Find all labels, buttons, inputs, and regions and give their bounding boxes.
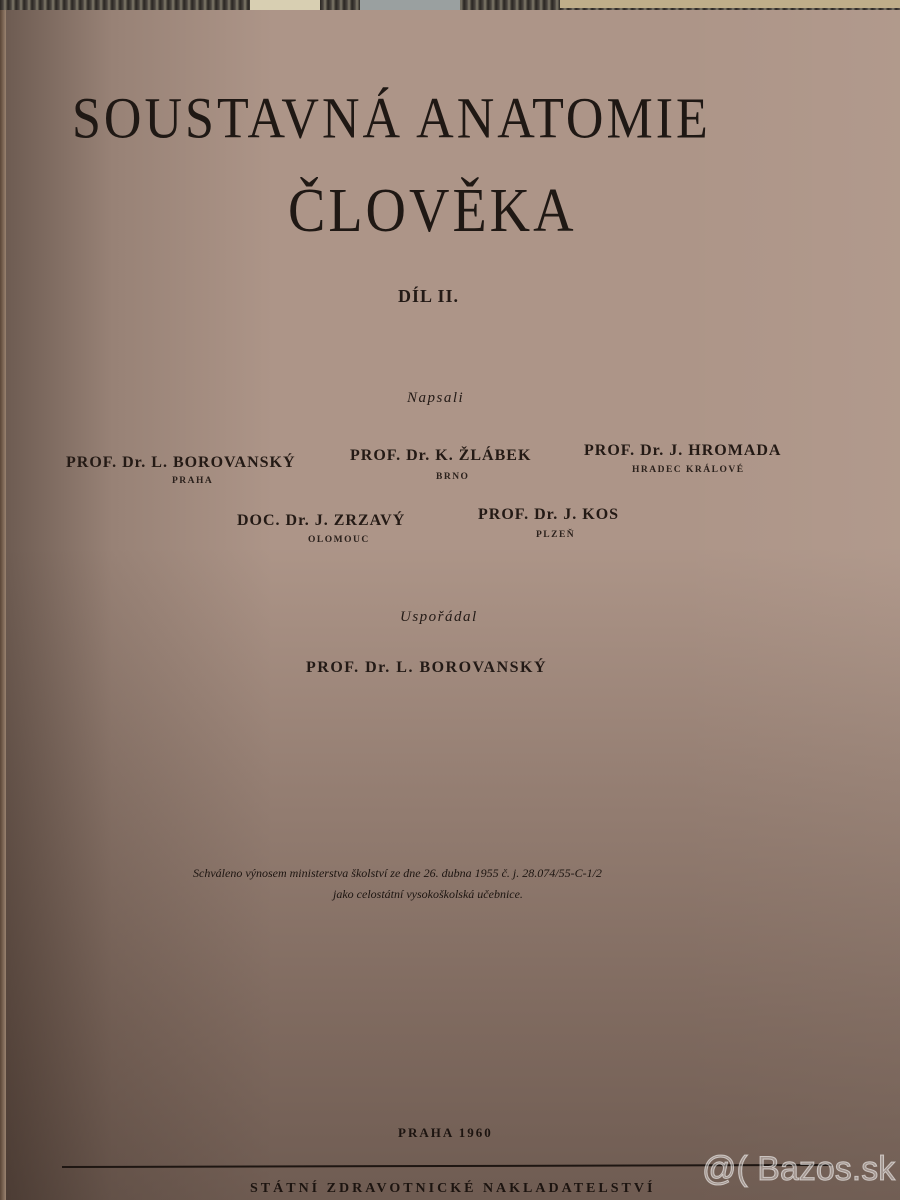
author-name: PROF. Dr. L. BOROVANSKÝ [66,454,296,471]
fabric-highlight [560,0,900,8]
author-city: OLOMOUC [308,535,370,545]
watermark-logo: @( Bazos.sk [702,1150,896,1188]
author-name: PROF. Dr. J. HROMADA [584,442,782,459]
page-spine-edge [0,10,6,1200]
book-title-line-2: ČLOVĚKA [288,176,577,246]
author-name: DOC. Dr. J. ZRZAVÝ [237,512,406,529]
author-city: PLZEŇ [536,530,576,540]
place-and-year: PRAHA 1960 [398,1125,493,1140]
author-city: BRNO [436,472,470,482]
book-title-line-1: SOUSTAVNÁ ANATOMIE [72,87,711,151]
volume-label: DÍL II. [398,286,460,306]
authors-label: Napsali [407,390,465,406]
author-city: PRAHA [172,476,214,486]
editor-label: Uspořádal [400,609,478,625]
editor-name: PROF. Dr. L. BOROVANSKÝ [306,659,548,676]
author-city: HRADEC KRÁLOVÉ [632,465,745,475]
publisher-name: STÁTNÍ ZDRAVOTNICKÉ NAKLADATELSTVÍ [250,1181,656,1196]
approval-note-line-1: Schváleno výnosem ministerstva školství ze dne 26. dubna 1955 č. j. 28.074/55-C-1/2 [193,866,602,880]
author-name: PROF. Dr. K. ŽLÁBEK [350,447,532,464]
approval-note-line-2: jako celostátní vysokoškolská učebnice. [333,887,523,901]
author-name: PROF. Dr. J. KOS [478,506,620,523]
